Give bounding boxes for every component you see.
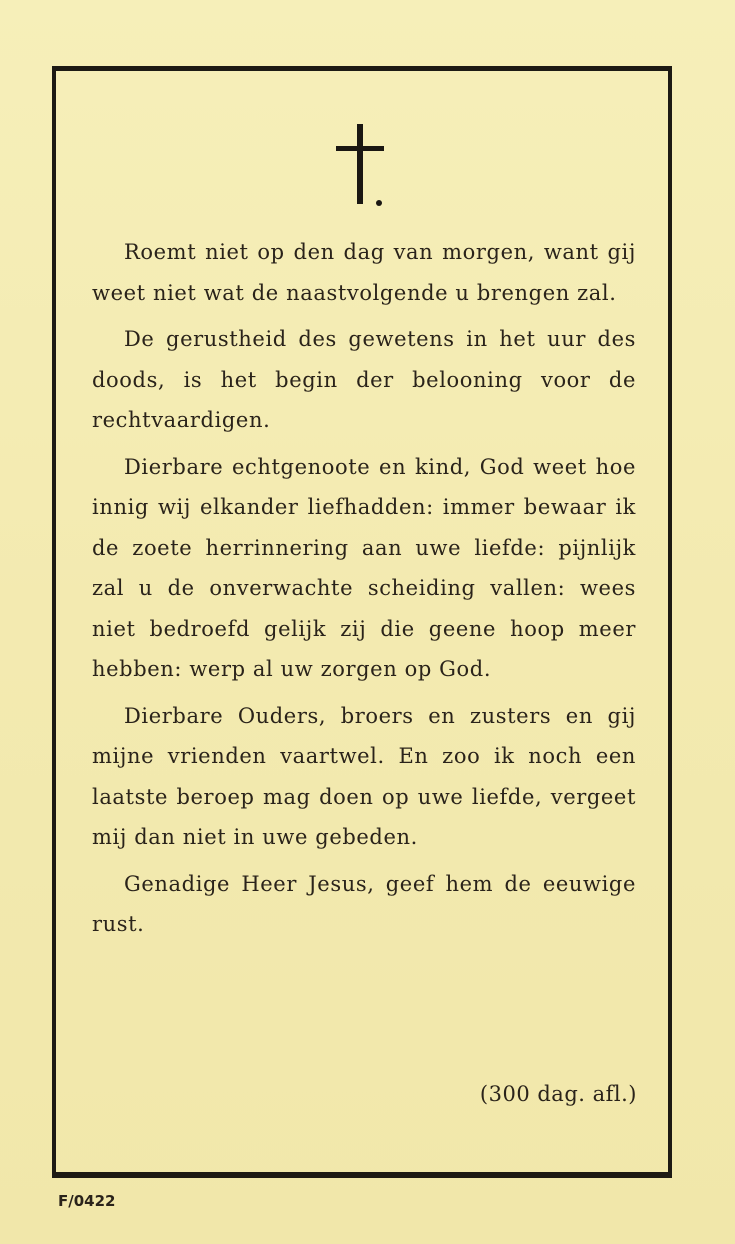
latin-cross-icon bbox=[335, 120, 387, 210]
paragraph-4: Dierbare Ouders, broers en zusters en gij mijne vrienden vaartwel. En zoo ik noch een laatste beroep mag doen op uwe liefde, vergeet mij dan niet in uwe gebeden. bbox=[92, 703, 636, 849]
paragraph-5: Genadige Heer Jesus, geef hem de eeuwige rust. bbox=[92, 871, 636, 936]
print-code: F/0422 bbox=[58, 1192, 116, 1210]
prayer-text bbox=[92, 232, 636, 951]
paragraph-3: Dierbare echtgenoote en kind, God weet hoe innig wij elkander liefhadden: immer bewaar ik de zoete herrinnering aan uwe liefde: pijnlijk zal u de onverwachte scheiding vallen: wees niet bedroefd gelijk zij die geene hoop meer hebben: werp al uw zorgen op God. bbox=[92, 454, 636, 681]
paragraph-2: De gerustheid des gewetens in het uur des doods, is het begin der belooning voor de rechtvaardigen. bbox=[92, 327, 636, 432]
paragraph-1: Roemt niet op den dag van morgen, want gij weet niet wat de naastvolgende u brengen zal. bbox=[92, 240, 636, 305]
indulgence-note: (300 dag. afl.) bbox=[479, 1082, 637, 1106]
